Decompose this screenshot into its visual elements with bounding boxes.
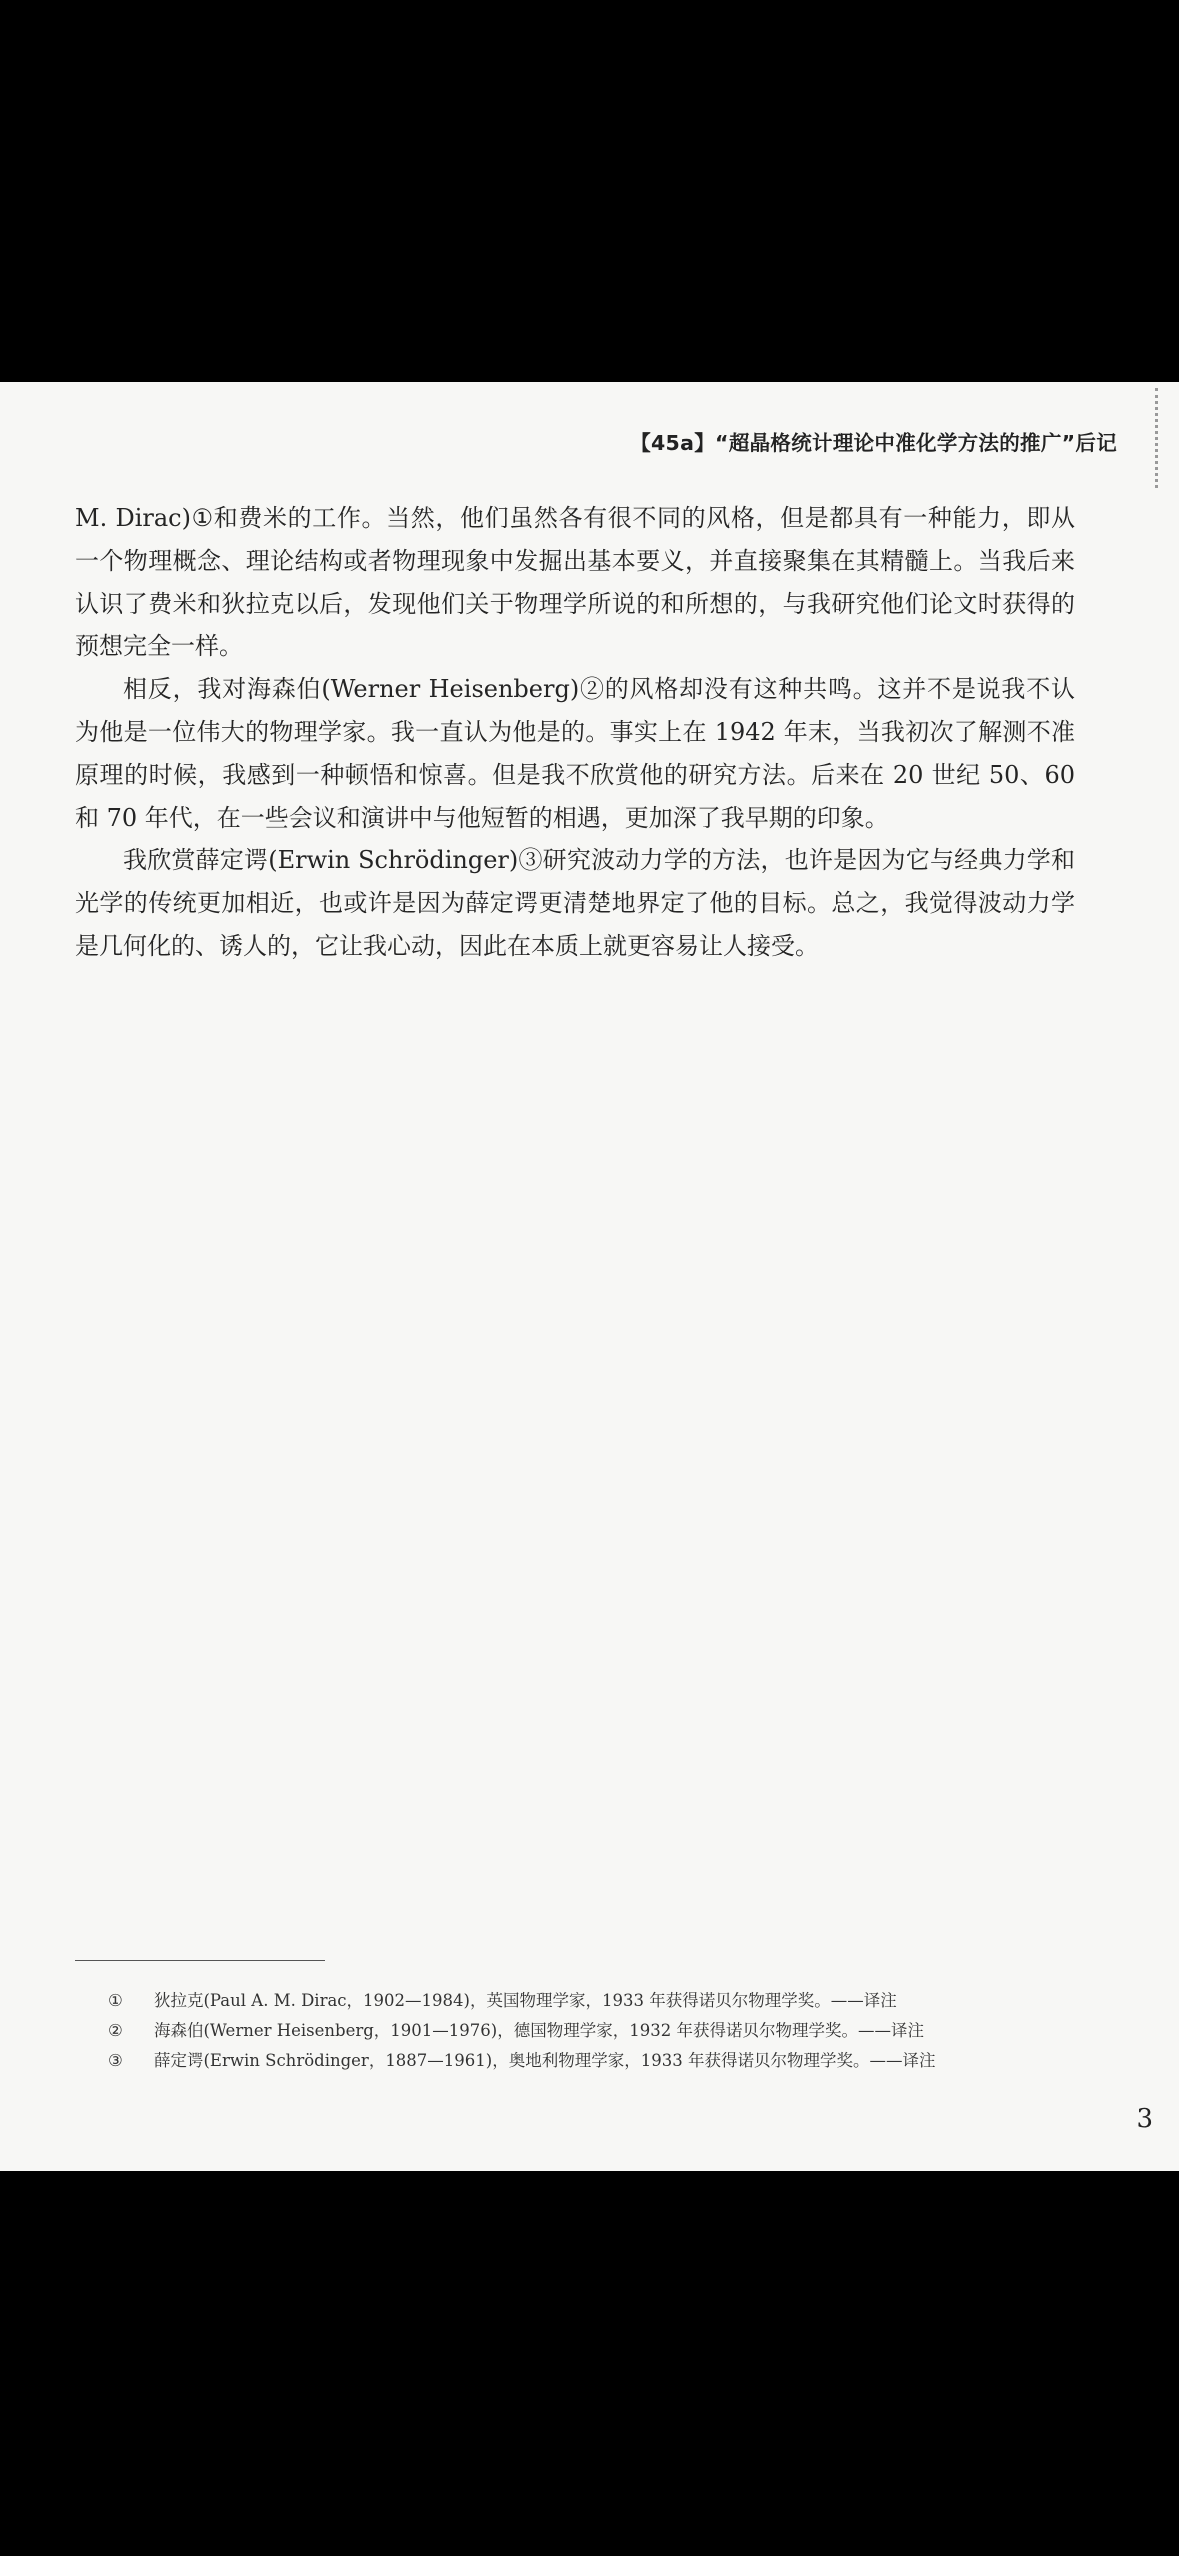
footnote-2 [108, 2016, 1068, 2046]
book-page [0, 382, 1179, 2171]
footnote-1 [108, 1986, 1068, 2016]
paragraph-2: 相反，我对海森伯(Werner Heisenberg)②的风格却没有这种共鸣。这并不是说我不认为他是一位伟大的物理学家。我一直认为他是的。事实上在 1942 年末，当我初次了解测不准原理的时候，我感到一种顿悟和惊喜。但是我不欣赏他的研究方法。后来在 20 世纪 50、60 和 70 年代，在一些会议和演讲中与他短暂的相遇，更加深了我早期的印象。 [75, 675, 1075, 832]
paragraph-3: 我欣赏薛定谔(Erwin Schrödinger)③研究波动力学的方法，也许是因为它与经典力学和光学的传统更加相近，也或许是因为薛定谔更清楚地界定了他的目标。总之，我觉得波动力学是几何化的、诱人的，它让我心动，因此在本质上就更容易让人接受。 [75, 846, 1075, 960]
footnote-marker: ② [108, 2021, 123, 2040]
footnote-text: 薛定谔(Erwin Schrödinger，1887—1961)，奥地利物理学家，1933 年获得诺贝尔物理学奖。——译注 [154, 2051, 936, 2070]
footnote-text: 海森伯(Werner Heisenberg，1901—1976)，德国物理学家，1932 年获得诺贝尔物理学奖。——译注 [154, 2021, 924, 2040]
footnote-marker: ① [108, 1991, 123, 2010]
running-header: 【45a】“超晶格统计理论中准化学方法的推广”后记 [630, 431, 1117, 455]
page-edge-marks [1155, 388, 1161, 488]
footnote-divider [75, 1960, 325, 1961]
body-text [75, 497, 1075, 968]
paragraph-1: M. Dirac)①和费米的工作。当然，他们虽然各有很不同的风格，但是都具有一种能力，即从一个物理概念、理论结构或者物理现象中发掘出基本要义，并直接聚集在其精髓上。当我后来认识了费米和狄拉克以后，发现他们关于物理学所说的和所想的，与我研究他们论文时获得的预想完全一样。 [75, 504, 1075, 661]
footnote-marker: ③ [108, 2051, 123, 2070]
footnotes [108, 1986, 1068, 2076]
footnote-text: 狄拉克(Paul A. M. Dirac，1902—1984)，英国物理学家，1933 年获得诺贝尔物理学奖。——译注 [154, 1991, 897, 2010]
page-number: 3 [1136, 2104, 1153, 2134]
footnote-3 [108, 2046, 1068, 2076]
